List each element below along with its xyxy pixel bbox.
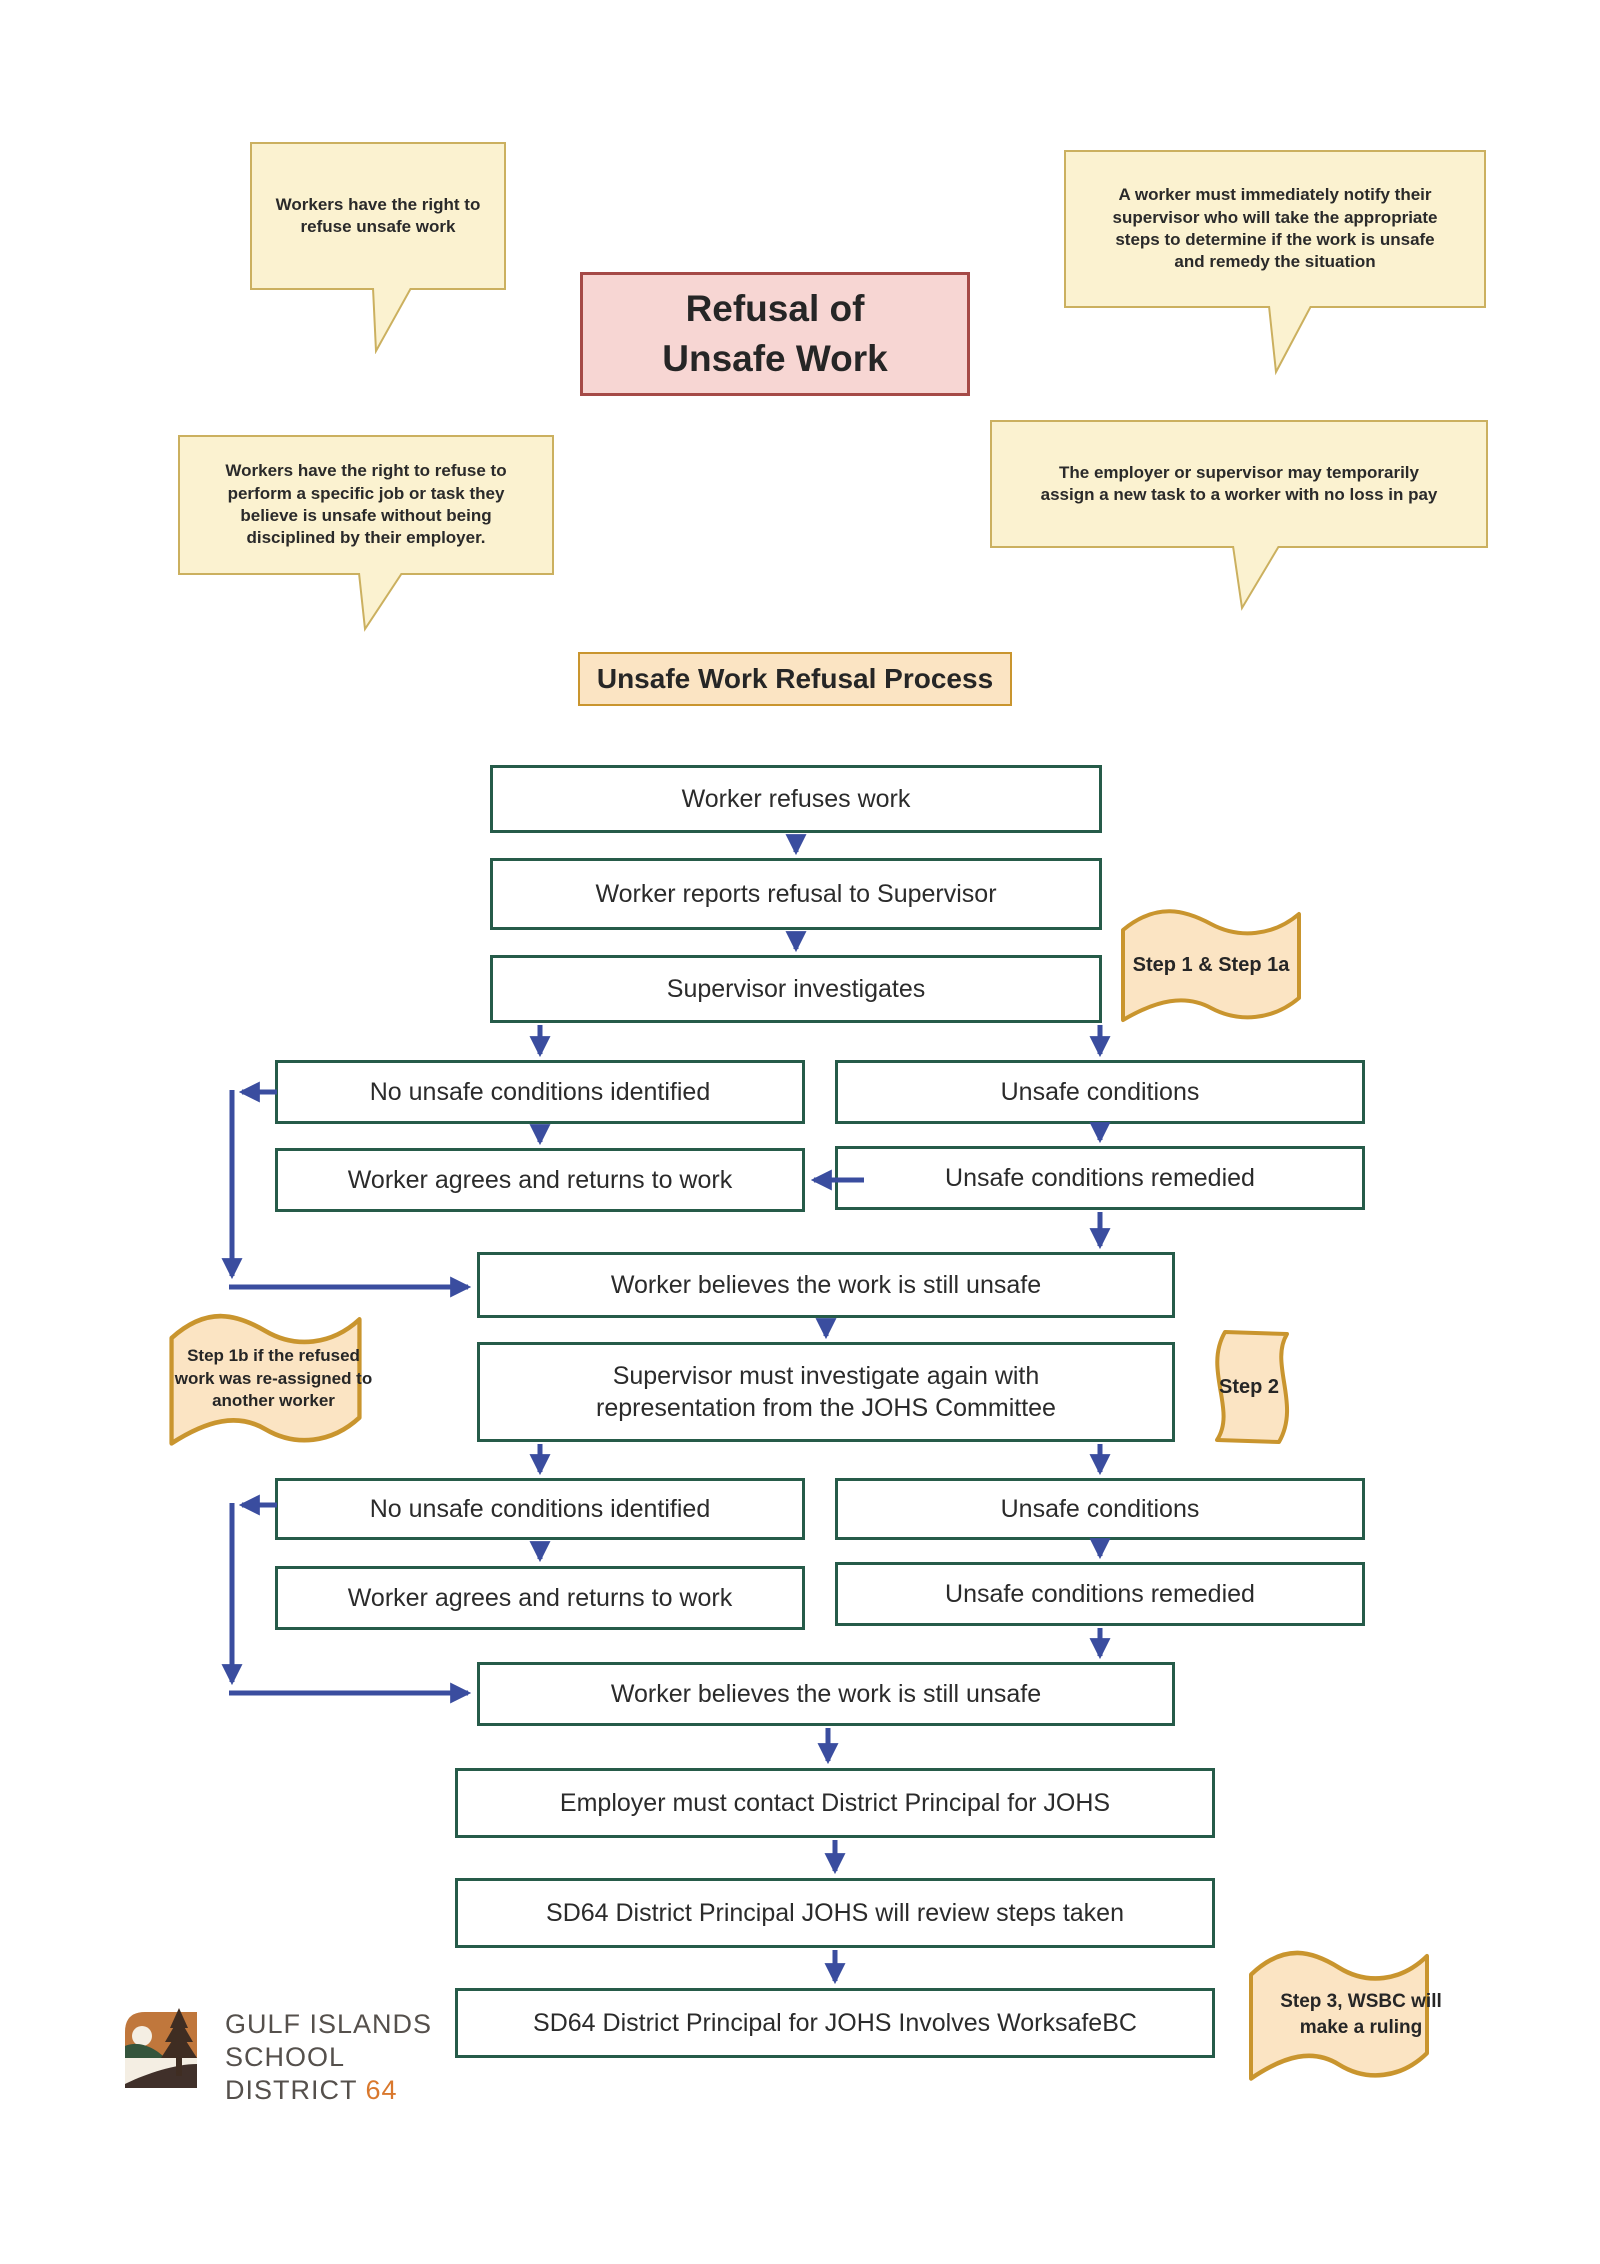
banner-step1b-text: Step 1b if the refused work was re-assigned to another worker bbox=[174, 1345, 373, 1411]
flow-box-worker-reports-text: Worker reports refusal to Supervisor bbox=[595, 879, 997, 908]
flow-box-no-unsafe-2 bbox=[275, 1478, 805, 1540]
callout-mid-right-text: The employer or supervisor may temporarily assign a new task to a worker with no loss in pay bbox=[1040, 462, 1438, 504]
flow-box-remedied-2-text: Unsafe conditions remedied bbox=[945, 1579, 1255, 1608]
flow-box-unsafe-2 bbox=[835, 1478, 1365, 1540]
flow-box-agrees-returns-2 bbox=[275, 1566, 805, 1630]
flow-box-worker-refuses bbox=[490, 765, 1102, 833]
process-header-text: Unsafe Work Refusal Process bbox=[596, 663, 994, 694]
flow-box-no-unsafe-1-text: No unsafe conditions identified bbox=[369, 1077, 711, 1106]
flow-box-no-unsafe-2-text: No unsafe conditions identified bbox=[369, 1494, 711, 1523]
logo-line-3 bbox=[225, 2074, 432, 2107]
banner-step1b bbox=[163, 1303, 373, 1455]
flow-box-remedied-1-text: Unsafe conditions remedied bbox=[945, 1163, 1255, 1192]
flow-box-still-unsafe-1-text: Worker believes the work is still unsafe bbox=[610, 1270, 1042, 1299]
callout-mid-right bbox=[990, 420, 1488, 548]
callout-mid-left bbox=[178, 435, 554, 575]
banner-step1 bbox=[1115, 900, 1307, 1030]
flow-box-supervisor-again bbox=[477, 1342, 1175, 1442]
callout-top-right-tail bbox=[1260, 306, 1320, 376]
flow-box-supervisor-again-line1: Supervisor must investigate again with bbox=[612, 1361, 1040, 1390]
process-header bbox=[578, 652, 1012, 706]
flow-box-no-unsafe-1 bbox=[275, 1060, 805, 1124]
flow-box-supervisor-again-line2: representation from the JOHS Committee bbox=[596, 1394, 1056, 1422]
callout-top-right bbox=[1064, 150, 1486, 308]
callout-mid-left-text: Workers have the right to refuse to perform a specific job or task they believe is unsafe without being disciplined by their employer. bbox=[225, 461, 507, 548]
logo-line-2: SCHOOL bbox=[225, 2042, 346, 2072]
flow-box-review-steps-text: SD64 District Principal JOHS will review steps taken bbox=[546, 1898, 1124, 1927]
district-logo-text bbox=[225, 2008, 432, 2107]
flow-box-review-steps bbox=[455, 1878, 1215, 1948]
flow-box-contact-principal bbox=[455, 1768, 1215, 1838]
logo-line-1: GULF ISLANDS bbox=[225, 2009, 433, 2039]
callout-top-left bbox=[250, 142, 506, 290]
logo-district-number: 64 bbox=[365, 2075, 398, 2105]
flow-box-unsafe-2-text: Unsafe conditions bbox=[1000, 1494, 1200, 1523]
flow-box-worker-reports bbox=[490, 858, 1102, 930]
callout-top-right-text: A worker must immediately notify their supervisor who will take the appropriate steps to determine if the work is unsafe and remedy the situation bbox=[1112, 185, 1438, 272]
callout-mid-right-tail bbox=[1228, 546, 1288, 612]
flow-box-remedied-2 bbox=[835, 1562, 1365, 1626]
callout-mid-left-tail bbox=[355, 573, 410, 633]
flow-box-still-unsafe-2 bbox=[477, 1662, 1175, 1726]
flow-box-supervisor-investigates-text: Supervisor investigates bbox=[666, 974, 926, 1003]
page-title-line1: Refusal of bbox=[685, 288, 865, 330]
page-title-line2: Unsafe Work bbox=[662, 338, 888, 379]
flow-box-still-unsafe-2-text: Worker believes the work is still unsafe bbox=[610, 1679, 1042, 1708]
flow-box-agrees-returns-1 bbox=[275, 1148, 805, 1212]
flow-box-unsafe-1 bbox=[835, 1060, 1365, 1124]
flow-box-worker-refuses-text: Worker refuses work bbox=[681, 784, 911, 813]
flow-box-still-unsafe-1 bbox=[477, 1252, 1175, 1318]
banner-step3 bbox=[1243, 1940, 1442, 2090]
callout-top-left-tail bbox=[350, 288, 420, 354]
flow-box-agrees-returns-2-text: Worker agrees and returns to work bbox=[347, 1583, 733, 1612]
banner-step3-text: Step 3, WSBC will make a ruling bbox=[1280, 1991, 1442, 2038]
flow-box-supervisor-investigates bbox=[490, 955, 1102, 1023]
flow-box-involve-worksafe bbox=[455, 1988, 1215, 2058]
page-title bbox=[580, 272, 970, 396]
banner-step2 bbox=[1193, 1326, 1305, 1448]
banner-step2-text: Step 2 bbox=[1218, 1375, 1280, 1398]
logo-district-label: DISTRICT bbox=[225, 2075, 358, 2105]
district-logo-mark-icon bbox=[115, 2002, 207, 2094]
callout-top-left-text: Workers have the right to refuse unsafe work bbox=[275, 194, 481, 236]
banner-step1-text: Step 1 & Step 1a bbox=[1132, 953, 1290, 976]
flow-box-remedied-1 bbox=[835, 1146, 1365, 1210]
flow-box-agrees-returns-1-text: Worker agrees and returns to work bbox=[347, 1165, 733, 1194]
flow-box-contact-principal-text: Employer must contact District Principal for JOHS bbox=[559, 1788, 1111, 1817]
flow-box-unsafe-1-text: Unsafe conditions bbox=[1000, 1077, 1200, 1106]
flow-box-involve-worksafe-text: SD64 District Principal for JOHS Involves WorksafeBC bbox=[533, 2008, 1137, 2037]
